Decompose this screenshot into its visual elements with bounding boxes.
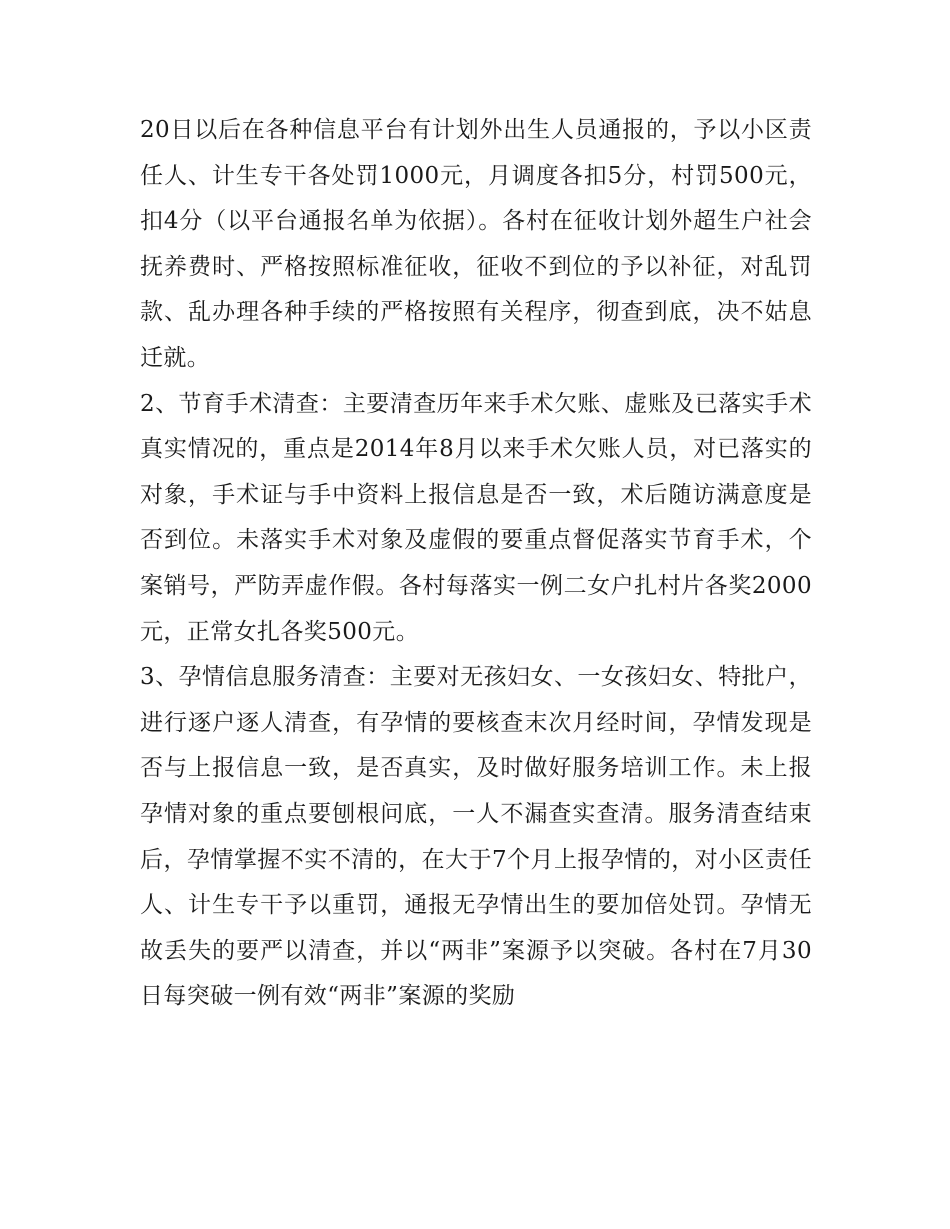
document-page <box>140 108 812 1020</box>
paragraph-pregnancy-service-audit: 3、孕情信息服务清查：主要对无孩妇女、一女孩妇女、特批户，进行逐户逐人清查，有孕情的要核查末次月经时间，孕情发现是否与上报信息一致，是否真实，及时做好服务培训工作。未上报孕情对象的重点要刨根问底，一人不漏查实查清。服务清查结束后，孕情掌握不实不清的，在大于7个月上报孕情的，对小区责任人、计生专干予以重罚，通报无孕情出生的要加倍处罚。孕情无故丢失的要严以清查，并以“两非”案源予以突破。各村在7月30日每突破一例有效“两非”案源的奖励 <box>140 664 812 1010</box>
paragraph-sterilization-audit: 2、节育手术清查：主要清查历年来手术欠账、虚账及已落实手术真实情况的，重点是2014年8月以来手术欠账人员，对已落实的对象，手术证与手中资料上报信息是否一致，术后随访满意度是否到位。未落实手术对象及虚假的要重点督促落实节育手术，个案销号，严防弄虚作假。各村每落实一例二女户扎村片各奖2000元，正常女扎各奖500元。 <box>140 390 812 645</box>
paragraph-penalty-rules: 20日以后在各种信息平台有计划外出生人员通报的，予以小区责任人、计生专干各处罚1000元，月调度各扣5分，村罚500元，扣4分（以平台通报名单为依据）。各村在征收计划外超生户社会抚养费时、严格按照标准征收，征收不到位的予以补征，对乱罚款、乱办理各种手续的严格按照有关程序，彻查到底，决不姑息迁就。 <box>140 117 812 371</box>
